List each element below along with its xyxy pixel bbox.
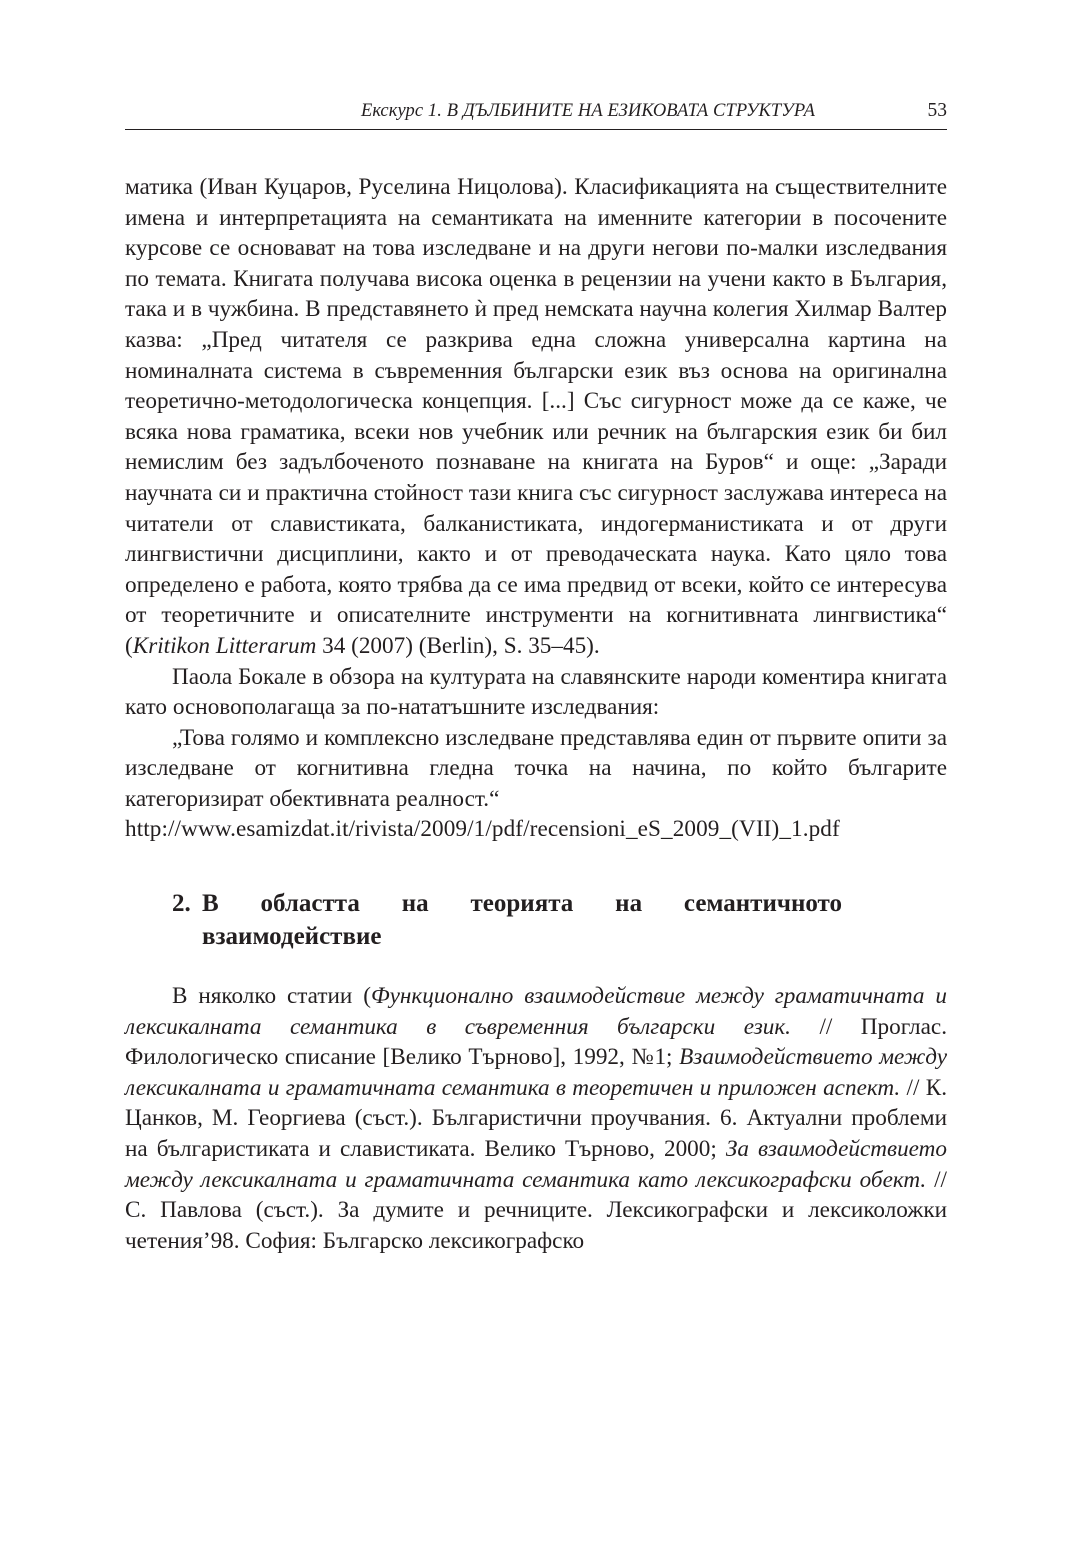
article-title: Функционално взаимодействие между граматичната и лексикалната семантика в съвременния български език. bbox=[125, 983, 947, 1040]
section-title: В областта на теорията на семантичното взаимодействие bbox=[202, 890, 842, 951]
paragraph-text: В няколко статии ( bbox=[172, 983, 371, 1010]
source-url: http://www.esamizdat.it/rivista/2009/1/pdf/recensioni_eS_2009_(VII)_1.pdf bbox=[125, 816, 840, 843]
body-text bbox=[125, 172, 947, 1256]
article-title: Взаимодействието между лексикалната и граматичната семантика в теоретичен и приложен аспект. bbox=[125, 1044, 947, 1101]
article-title: За взаимодействието между лексикалната и граматичната семантика като лексикографски обект. bbox=[125, 1136, 948, 1193]
paragraph-text: // К. Цанков, М. Георгиева (съст.). Българистични проучвания. 6. Актуални проблеми на българистиката и славистиката. Велико Търново, 2000; bbox=[125, 1074, 947, 1163]
section-heading bbox=[125, 887, 947, 953]
paragraph bbox=[125, 981, 947, 1256]
paragraph bbox=[125, 172, 947, 662]
paragraph-text: матика (Иван Куцаров, Руселина Ницолова). Класификацията на съществителните имена и интерпретацията на семантиката на именните категории в посочените курсове се основават на това изследване и на други негови по-малки изследвания по темата. Книгата получава висока оценка в рецензии на учени както в България, така и в чужбина. В представянето ѝ пред немската научна колегия Хилмар Валтер казва: „Пред читателя се разкрива една сложна универсална картина на номиналната система в съвременния български език въз основа на оригинална теоретично-методологическа концепция. [...] Със сигурност може да се каже, че всяка нова граматика, всеки нов учебник или речник на българския език би бил немислим без задълбоченото познаване на книгата на Буров“ и още: „Заради научната си и практична стойност тази книга със сигурност заслужава интереса на читатели от славистиката, балканистиката, индогерманистиката и от други лингвистични дисциплини, както и от преводаческата наука. Като цяло това определено е работа, която трябва да се има предвид от всеки, който се интересува от теоретичните и описателните инструменти на когнитивната лингвистика“ ( bbox=[125, 174, 947, 659]
paragraph-text: // С. Павлова (съст.). За думите и речниците. Лексикографски и лексиколожки четения’98. София: Българско лексикографско bbox=[125, 1166, 947, 1254]
page-number: 53 bbox=[927, 100, 947, 121]
paragraph bbox=[125, 662, 947, 723]
running-head-title: Екскурс 1. В ДЪЛБИНИТЕ НА ЕЗИКОВАТА СТРУКТУРА bbox=[360, 101, 815, 121]
paragraph-text: Паола Бокале в обзора на културата на славянските народи коментира книгата като основополагаща за по-нататъшните изследвания: bbox=[125, 663, 947, 721]
citation-title: Kritikon Litterarum bbox=[132, 632, 317, 659]
paragraph-text: // Проглас. Филологическо списание [Велико Търново], 1992, №1; bbox=[125, 1013, 947, 1071]
quote-paragraph bbox=[125, 723, 947, 845]
quote-text: „Това голямо и комплексно изследване представлява един от първите опити за изследване от когнитивна гледна точка на начина, по който българите категоризират обективната реалност.“ bbox=[125, 724, 947, 812]
section-number: 2. bbox=[172, 890, 191, 918]
running-head bbox=[125, 99, 947, 130]
citation-details: 34 (2007) (Berlin), S. 35–45). bbox=[316, 632, 600, 659]
